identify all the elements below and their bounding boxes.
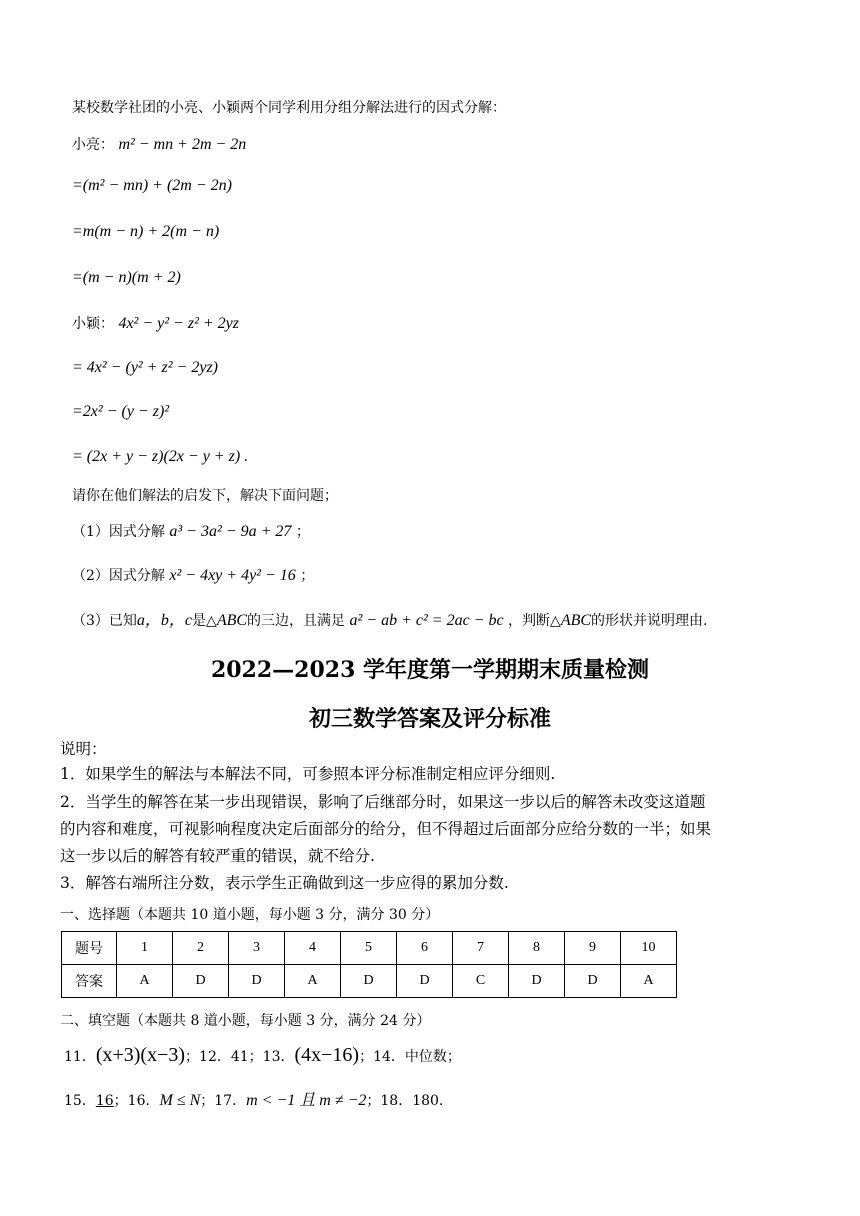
note-heading: 说明： — [60, 740, 107, 758]
question-3-variables: a，b，c — [136, 612, 193, 629]
note-2-line-2: 的内容和难度，可视影响程度决定后面部分的给分，但不得超过后面部分应给分数的一半；如果 — [60, 820, 712, 838]
question-1-label: （1）因式分解 — [72, 524, 165, 540]
choice-answer-table — [61, 931, 677, 998]
fill-17-answer: m < −1 且 m ≠ −2 — [246, 1092, 367, 1109]
problem-prompt: 请你在他们解法的启发下，解决下面问题； — [72, 488, 338, 504]
section-2-heading: 二、填空题（本题共 8 道小题，每小题 3 分，满分 24 分） — [60, 1013, 431, 1029]
note-1: 1．如果学生的解法与本解法不同，可参照本评分标准制定相应评分细则. — [60, 765, 556, 783]
question-2-expression: x² − 4xy + 4y² − 16 — [169, 567, 296, 584]
table-cell-number: 4 — [285, 932, 341, 965]
table-cell-number: 9 — [565, 932, 621, 965]
section-1-heading: 一、选择题（本题共 10 道小题，每小题 3 分，满分 30 分） — [60, 907, 440, 923]
table-cell-answer: A — [117, 965, 173, 998]
question-3-part-c: 的三边，且满足 — [247, 613, 346, 629]
fill-answers-line-1 — [64, 1044, 461, 1067]
table-cell-answer: C — [453, 965, 509, 998]
question-2-end: ； — [300, 568, 315, 584]
table-header-number: 题号 — [62, 932, 117, 965]
note-2-line-1: 2．当学生的解答在某一步出现错误，影响了后继部分时，如果这一步以后的解答未改变这道题 — [60, 793, 706, 811]
table-cell-number: 1 — [117, 932, 173, 965]
table-cell-answer: D — [509, 965, 565, 998]
fill-12-13-text: ；12．41；13． — [185, 1049, 295, 1065]
fill-14-text: ；14．中位数； — [359, 1049, 461, 1065]
fill-15-answer: 16 — [95, 1093, 114, 1109]
question-2 — [72, 566, 314, 586]
fill-16-text: ；16． — [113, 1093, 160, 1109]
problem-intro: 某校数学社团的小亮、小颖两个同学利用分组分解法进行的因式分解： — [72, 100, 506, 116]
question-1-end: ； — [295, 524, 310, 540]
fill-17-text: ；17． — [200, 1093, 247, 1109]
table-cell-answer: D — [341, 965, 397, 998]
xiaoying-line — [72, 314, 239, 334]
fill-answers-line-2 — [64, 1087, 443, 1110]
xiaoliang-step-1: =(m² − mn) + (2m − 2n) — [72, 177, 232, 194]
question-3-part-b: 是△ — [192, 613, 217, 629]
xiaoying-step-1: = 4x² − (y² + z² − 2yz) — [72, 359, 218, 376]
fill-11-answer: (x+3)(x−3) — [95, 1044, 186, 1066]
question-3-part-e: 的形状并说明理由. — [591, 613, 708, 629]
fill-15-number: 15． — [64, 1093, 96, 1109]
table-cell-number: 3 — [229, 932, 285, 965]
question-1-expression: a³ − 3a² − 9a + 27 — [169, 523, 292, 540]
question-3 — [72, 611, 707, 631]
answer-subtitle: 初三数学答案及评分标准 — [308, 706, 551, 732]
xiaoliang-expression: m² − mn + 2m − 2n — [118, 136, 247, 153]
question-3-part-d: ，判断△ — [508, 613, 561, 629]
xiaoying-expression: 4x² − y² − z² + 2yz — [118, 315, 239, 332]
table-cell-answer: D — [229, 965, 285, 998]
note-2-line-3: 这一步以后的解答有较严重的错误，就不给分. — [60, 847, 375, 865]
question-3-triangle: ABC — [216, 612, 248, 629]
table-cell-answer: D — [565, 965, 621, 998]
fill-16-answer: M ≤ N — [159, 1092, 201, 1109]
question-3-expression: a² − ab + c² = 2ac − bc — [349, 612, 504, 629]
table-cell-answer: A — [285, 965, 341, 998]
table-row-numbers — [62, 932, 677, 965]
fill-11-number: 11． — [64, 1049, 96, 1065]
question-2-label: （2）因式分解 — [72, 568, 165, 584]
table-cell-number: 2 — [173, 932, 229, 965]
answer-title: 2022—2023 学年度第一学期期末质量检测 — [210, 657, 650, 683]
xiaoying-label: 小颖： — [72, 316, 114, 332]
note-3: 3．解答右端所注分数，表示学生正确做到这一步应得的累加分数. — [60, 874, 509, 892]
xiaoying-step-2: =2x² − (y − z)² — [72, 403, 170, 420]
table-cell-number: 10 — [621, 932, 677, 965]
table-cell-answer: A — [621, 965, 677, 998]
fill-18-text: ；18．180. — [366, 1093, 444, 1109]
xiaoying-step-3: = (2x + y − z)(2x − y + z) . — [72, 448, 249, 465]
table-cell-number: 6 — [397, 932, 453, 965]
xiaoliang-step-3: =(m − n)(m + 2) — [72, 269, 181, 286]
question-3-part-a: （3）已知 — [72, 613, 137, 629]
xiaoliang-label: 小亮： — [72, 137, 114, 153]
table-cell-number: 8 — [509, 932, 565, 965]
xiaoliang-step-2: =m(m − n) + 2(m − n) — [72, 223, 220, 240]
table-cell-answer: D — [397, 965, 453, 998]
question-1 — [72, 522, 310, 542]
table-row-answers — [62, 965, 677, 998]
question-3-triangle-2: ABC — [560, 612, 592, 629]
table-header-answer: 答案 — [62, 965, 117, 998]
xiaoliang-line — [72, 135, 246, 155]
table-cell-number: 7 — [453, 932, 509, 965]
fill-13-answer: (4x−16) — [294, 1044, 360, 1066]
table-cell-answer: D — [173, 965, 229, 998]
table-cell-number: 5 — [341, 932, 397, 965]
